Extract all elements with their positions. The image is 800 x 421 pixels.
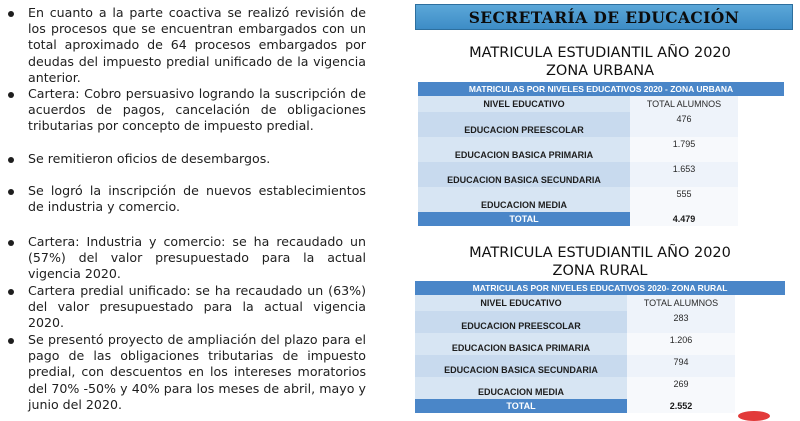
table-row <box>418 162 784 187</box>
urban-enrollment-table <box>418 82 784 226</box>
table-row <box>415 333 785 355</box>
bullet-item <box>8 332 366 413</box>
level-cell: EDUCACION MEDIA <box>415 377 627 399</box>
total-cell: 1.653 <box>630 162 738 187</box>
table-row <box>418 112 784 137</box>
bullet-item <box>8 234 366 283</box>
bullet-item <box>8 183 366 215</box>
urban-table-caption: MATRICULAS POR NIVELES EDUCATIVOS 2020 - ZONA URBANA <box>418 82 784 96</box>
level-cell: EDUCACION MEDIA <box>418 187 630 212</box>
bullet-item <box>8 283 366 332</box>
bullet-dot-icon <box>8 92 14 98</box>
total-label: TOTAL <box>415 399 627 413</box>
bullet-dot-icon <box>8 189 14 195</box>
bullet-text: Cartera: Industria y comercio: se ha recaudado un (57%) del valor presupuestado para la actual vigencia 2020. <box>28 234 366 282</box>
bullet-dot-icon <box>8 289 14 295</box>
level-cell: EDUCACION BASICA PRIMARIA <box>415 333 627 355</box>
total-cell: 794 <box>627 355 735 377</box>
total-cell: 1.795 <box>630 137 738 162</box>
bullet-item <box>8 86 366 135</box>
rural-header-total: TOTAL ALUMNOS <box>627 295 735 311</box>
level-cell: EDUCACION BASICA SECUNDARIA <box>415 355 627 377</box>
total-cell: 269 <box>627 377 735 399</box>
table-row <box>415 311 785 333</box>
table-row <box>415 377 785 399</box>
total-cell: 555 <box>630 187 738 212</box>
section-banner <box>415 4 793 30</box>
urban-title-line2: ZONA URBANA <box>545 63 655 79</box>
rural-table-caption: MATRICULAS POR NIVELES EDUCATIVOS 2020- ZONA RURAL <box>415 281 785 295</box>
bullet-text: Se logró la inscripción de nuevos establecimientos de industria y comercio. <box>28 183 366 215</box>
bullet-item <box>8 151 366 167</box>
urban-header-total: TOTAL ALUMNOS <box>630 96 738 112</box>
bullet-text: Se remitieron oficios de desembargos. <box>28 151 271 166</box>
table-row <box>418 137 784 162</box>
bullet-text: En cuanto a la parte coactiva se realizó revisión de los procesos que se encuentran embargados con un total aproximado de 64 procesos embargados por deudas del impuesto predial unificado de la vigencia anterior. <box>28 5 366 85</box>
total-label: TOTAL <box>418 212 630 226</box>
rural-section-title <box>430 244 770 280</box>
bullet-item <box>8 5 366 86</box>
level-cell: EDUCACION BASICA PRIMARIA <box>418 137 630 162</box>
bullet-text: Cartera predial unificado: se ha recaudado un (63%) del valor presupuestado para la actual vigencia 2020. <box>28 283 366 331</box>
urban-section-title <box>430 44 770 80</box>
rural-enrollment-table <box>415 281 785 413</box>
total-cell: 283 <box>627 311 735 333</box>
total-cell: 1.206 <box>627 333 735 355</box>
rural-title-line2: ZONA RURAL <box>552 263 648 279</box>
urban-title-line1: MATRICULA ESTUDIANTIL AÑO 2020 <box>469 45 731 61</box>
table-row <box>418 187 784 212</box>
bullet-dot-icon <box>8 338 14 344</box>
rural-title-line1: MATRICULA ESTUDIANTIL AÑO 2020 <box>469 245 731 261</box>
total-value: 4.479 <box>630 212 738 226</box>
banner-title: SECRETARÍA DE EDUCACIÓN <box>468 7 740 27</box>
table-row <box>415 355 785 377</box>
bullet-text: Cartera: Cobro persuasivo logrando la suscripción de acuerdos de pagos, cancelación de obligaciones tributarias por concepto de impuesto predial. <box>28 86 366 134</box>
level-cell: EDUCACION BASICA SECUNDARIA <box>418 162 630 187</box>
total-value: 2.552 <box>627 399 735 413</box>
level-cell: EDUCACION PREESCOLAR <box>418 112 630 137</box>
bullet-dot-icon <box>8 11 14 17</box>
total-cell: 476 <box>630 112 738 137</box>
bullet-text: Se presentó proyecto de ampliación del plazo para el pago de las obligaciones tributarias de impuesto predial, con descuentos en los intereses moratorios del 70% -50% y 40% para los meses de abril, mayo y junio del 2020. <box>28 332 366 412</box>
bullet-dot-icon <box>8 157 14 163</box>
urban-header-level: NIVEL EDUCATIVO <box>418 96 630 112</box>
bullet-dot-icon <box>8 240 14 246</box>
rural-header-level: NIVEL EDUCATIVO <box>415 295 627 311</box>
decorative-corner-shape <box>738 411 770 421</box>
total-row <box>415 399 785 413</box>
level-cell: EDUCACION PREESCOLAR <box>415 311 627 333</box>
total-row <box>418 212 784 226</box>
